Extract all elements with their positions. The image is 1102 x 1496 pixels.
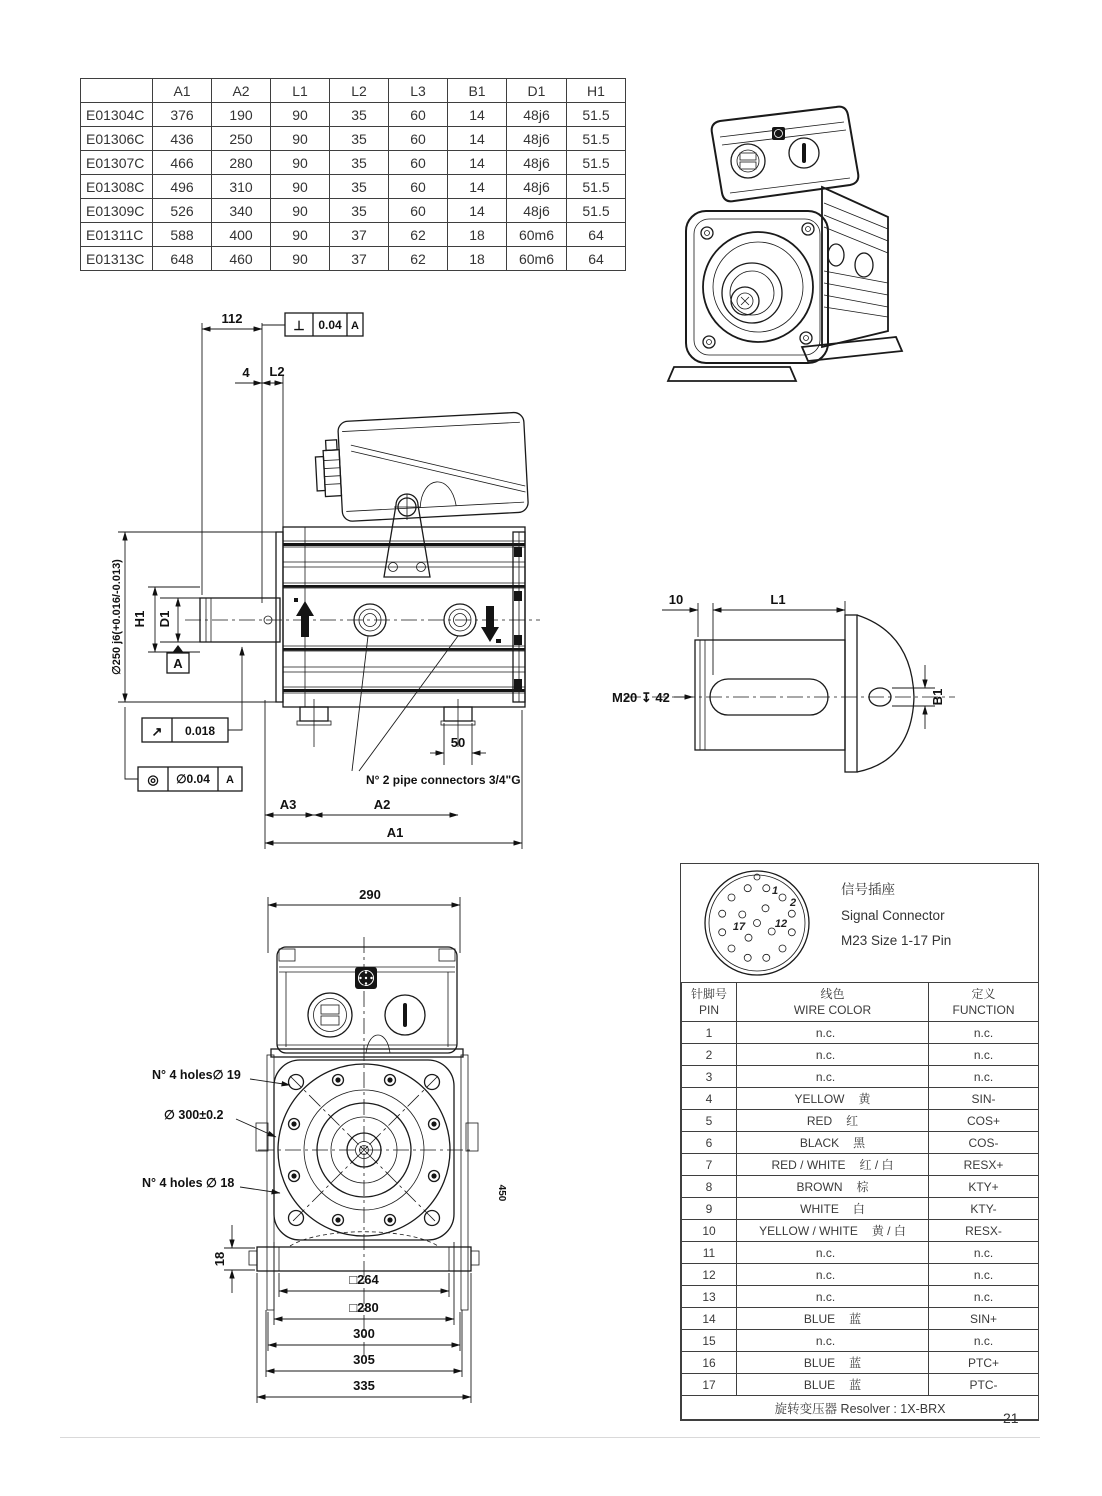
iso-shaft-boss <box>722 263 782 323</box>
value-cell: 48j6 <box>507 151 567 175</box>
value-cell: 60 <box>389 151 448 175</box>
svg-text:A: A <box>173 656 183 671</box>
svg-text:0.04: 0.04 <box>318 318 342 332</box>
value-cell: 14 <box>448 175 507 199</box>
value-cell: 310 <box>212 175 271 199</box>
pin-row: 7 RED / WHITE 红 / 白 RESX+ <box>682 1154 1039 1176</box>
datum-a-flag <box>167 645 189 673</box>
value-cell: 37 <box>330 247 389 271</box>
value-cell: 14 <box>448 103 507 127</box>
col-header: A2 <box>212 79 271 103</box>
iso-front-flange <box>686 211 828 363</box>
dim-112: 112 <box>221 311 243 326</box>
side-view-drawing <box>100 295 580 865</box>
concentricity-icon: ◎ <box>147 772 159 787</box>
thread-callout: M20 ↧ 42 <box>612 690 670 705</box>
pin-row: 15 n.c. n.c. <box>682 1330 1039 1352</box>
pin-row: 12 n.c. n.c. <box>682 1264 1039 1286</box>
dim-a1: A1 <box>386 825 404 840</box>
value-cell: 35 <box>330 127 389 151</box>
value-cell: 51.5 <box>567 151 626 175</box>
isometric-view-drawing <box>650 95 915 395</box>
dim-305: 305 <box>353 1352 375 1367</box>
pin-table-header-row <box>682 983 1039 1022</box>
value-cell: 526 <box>153 199 212 223</box>
value-cell: 60m6 <box>507 223 567 247</box>
terminal-box <box>314 412 529 523</box>
value-cell: 51.5 <box>567 175 626 199</box>
dim-d1: D1 <box>157 610 172 628</box>
table-row <box>81 151 626 175</box>
dim-l2: L2 <box>269 364 285 379</box>
value-cell: 340 <box>212 199 271 223</box>
value-cell: 60 <box>389 199 448 223</box>
value-cell: 48j6 <box>507 127 567 151</box>
value-cell: 90 <box>271 223 330 247</box>
holes-18-callout: N° 4 holes ∅ 18 <box>142 1176 235 1190</box>
runout-icon: ↗ <box>151 724 163 739</box>
terminal-box-front <box>271 947 463 1057</box>
dimension-lines <box>662 601 935 729</box>
page-footer-rule <box>60 1437 1040 1438</box>
col-header: D1 <box>507 79 567 103</box>
value-cell: 35 <box>330 199 389 223</box>
dim-b1: B1 <box>930 688 945 706</box>
shaft-body <box>695 640 845 750</box>
col-header-wire-color: 线色 WIRE COLOR <box>737 983 929 1022</box>
value-cell: 37 <box>330 223 389 247</box>
value-cell: 48j6 <box>507 103 567 127</box>
value-cell: 466 <box>153 151 212 175</box>
pin-row: 16 BLUE 蓝 PTC+ <box>682 1352 1039 1374</box>
value-cell: 90 <box>271 175 330 199</box>
cable-gland-front <box>308 993 352 1037</box>
iso-cable-gland <box>731 144 765 178</box>
dimension-table-header-row <box>81 79 626 103</box>
value-cell: 14 <box>448 199 507 223</box>
value-cell: 90 <box>271 151 330 175</box>
resolver-note: 旋转变压器 Resolver : 1X-BRX <box>682 1396 1039 1420</box>
value-cell: 14 <box>448 127 507 151</box>
col-header: H1 <box>567 79 626 103</box>
table-row <box>81 199 626 223</box>
dim-50: 50 <box>450 735 466 750</box>
connector-title-en: Signal Connector <box>841 908 945 923</box>
pin-label-12: 12 <box>774 918 788 930</box>
svg-text:A: A <box>351 320 359 332</box>
pin-row: 3 n.c. n.c. <box>682 1066 1039 1088</box>
value-cell: 648 <box>153 247 212 271</box>
pin-label-2: 2 <box>789 897 797 909</box>
value-cell: 496 <box>153 175 212 199</box>
connector-title-cn: 信号插座 <box>841 882 895 897</box>
col-header: A1 <box>153 79 212 103</box>
page-number: 21 <box>1003 1410 1019 1426</box>
dim-18: 18 <box>212 1251 227 1267</box>
holes-19-callout: N° 4 holes∅ 19 <box>152 1068 241 1082</box>
value-cell: 436 <box>153 127 212 151</box>
col-header-function: 定义 FUNCTION <box>929 983 1039 1022</box>
pipe-connectors-note: N° 2 pipe connectors 3/4"G <box>366 773 521 787</box>
pin-row: 14 BLUE 蓝 SIN+ <box>682 1308 1039 1330</box>
value-cell: 90 <box>271 247 330 271</box>
pin-row: 10 YELLOW / WHITE 黄 / 白 RESX- <box>682 1220 1039 1242</box>
plug-cover-front <box>385 995 425 1035</box>
dim-sq264: □264 <box>349 1272 379 1287</box>
pin-row: 9 WHITE 白 KTY- <box>682 1198 1039 1220</box>
value-cell: 64 <box>567 247 626 271</box>
value-cell: 190 <box>212 103 271 127</box>
perpendicularity-frame <box>285 313 363 336</box>
table-row <box>81 247 626 271</box>
dim-300: 300 <box>353 1326 375 1341</box>
value-cell: 60 <box>389 103 448 127</box>
cable-gland <box>315 440 342 497</box>
pin-table-footer-row <box>682 1396 1039 1420</box>
pin-row: 17 BLUE 蓝 PTC- <box>682 1374 1039 1396</box>
col-header: B1 <box>448 79 507 103</box>
col-header: L2 <box>330 79 389 103</box>
pin-row: 13 n.c. n.c. <box>682 1286 1039 1308</box>
value-cell: 62 <box>389 247 448 271</box>
value-cell: 90 <box>271 127 330 151</box>
connector-titles <box>841 864 951 982</box>
dim-a2: A2 <box>373 797 391 812</box>
value-cell: 48j6 <box>507 175 567 199</box>
model-cell: E01313C <box>81 247 153 271</box>
front-view-drawing <box>140 875 515 1430</box>
value-cell: 18 <box>448 223 507 247</box>
connector-face-drawing <box>681 864 841 982</box>
eyebolt-bracket <box>384 494 430 577</box>
dim-290: 290 <box>359 887 381 902</box>
shaft-detail-drawing <box>610 575 970 790</box>
dim-10: 10 <box>668 592 684 607</box>
concentricity-frame <box>138 767 242 791</box>
svg-text:0.018: 0.018 <box>184 724 216 738</box>
table-row <box>81 127 626 151</box>
col-header <box>81 79 153 103</box>
value-cell: 460 <box>212 247 271 271</box>
dim-l1: L1 <box>770 592 786 607</box>
value-cell: 60 <box>389 127 448 151</box>
signal-connector-panel <box>680 863 1039 1421</box>
value-cell: 48j6 <box>507 199 567 223</box>
value-cell: 90 <box>271 103 330 127</box>
value-cell: 400 <box>212 223 271 247</box>
dimension-labels <box>111 311 521 840</box>
pin-row: 5 RED 红 COS+ <box>682 1110 1039 1132</box>
value-cell: 376 <box>153 103 212 127</box>
dim-sq280: □280 <box>349 1300 379 1315</box>
value-cell: 90 <box>271 199 330 223</box>
value-cell: 18 <box>448 247 507 271</box>
model-cell: E01306C <box>81 127 153 151</box>
pin-row: 4 YELLOW 黄 SIN- <box>682 1088 1039 1110</box>
pin-table <box>681 982 1039 1420</box>
pin-row: 1 n.c. n.c. <box>682 1022 1039 1044</box>
col-header-pin: 针脚号 PIN <box>682 983 737 1022</box>
col-header: L3 <box>389 79 448 103</box>
dim-a3: A3 <box>279 797 297 812</box>
value-cell: 60m6 <box>507 247 567 271</box>
connector-header <box>681 864 1038 982</box>
iso-signal-connector <box>772 127 785 140</box>
col-header: L1 <box>271 79 330 103</box>
iso-motor-body <box>822 187 888 347</box>
value-cell: 51.5 <box>567 103 626 127</box>
connector-subtitle: M23 Size 1-17 Pin <box>841 933 952 948</box>
value-cell: 51.5 <box>567 127 626 151</box>
dimension-table <box>80 78 626 271</box>
value-cell: 280 <box>212 151 271 175</box>
dim-h1: H1 <box>132 610 147 628</box>
model-cell: E01307C <box>81 151 153 175</box>
model-cell: E01304C <box>81 103 153 127</box>
pin-label-17: 17 <box>732 921 746 933</box>
dim-450: 450 <box>496 1184 507 1202</box>
tolerance-frames <box>138 313 363 791</box>
value-cell: 14 <box>448 151 507 175</box>
pin-row: 6 BLACK 黑 COS- <box>682 1132 1039 1154</box>
value-cell: 60 <box>389 175 448 199</box>
flange-front <box>256 937 478 1355</box>
iso-pipe-connector <box>855 253 873 277</box>
value-cell: 250 <box>212 127 271 151</box>
value-cell: 588 <box>153 223 212 247</box>
dim-335: 335 <box>353 1378 375 1393</box>
svg-text:∅0.04: ∅0.04 <box>176 772 210 786</box>
model-cell: E01311C <box>81 223 153 247</box>
runout-frame <box>142 718 228 742</box>
iso-terminal-box <box>712 107 859 202</box>
table-row <box>81 223 626 247</box>
value-cell: 62 <box>389 223 448 247</box>
table-row <box>81 103 626 127</box>
coolant-out-arrow <box>481 606 501 643</box>
perpendicularity-icon: ⊥ <box>293 318 305 333</box>
pin-label-1: 1 <box>771 885 779 897</box>
coolant-in-arrow <box>294 598 314 637</box>
dia-300-callout: ∅ 300±0.2 <box>164 1108 224 1122</box>
table-row <box>81 175 626 199</box>
dimension-labels <box>142 887 507 1393</box>
value-cell: 64 <box>567 223 626 247</box>
bearing-shield <box>845 615 914 772</box>
feet <box>297 699 475 747</box>
value-cell: 35 <box>330 151 389 175</box>
pin-row: 11 n.c. n.c. <box>682 1242 1039 1264</box>
value-cell: 35 <box>330 175 389 199</box>
value-cell: 51.5 <box>567 199 626 223</box>
pin-row: 2 n.c. n.c. <box>682 1044 1039 1066</box>
iso-pipe-connector <box>828 244 844 266</box>
dim-4: 4 <box>242 365 250 380</box>
svg-text:A: A <box>226 774 234 786</box>
pin-row: 8 BROWN 棕 KTY+ <box>682 1176 1039 1198</box>
dim-dia250: ∅250 j6(+0.016/-0.013) <box>111 559 123 675</box>
value-cell: 35 <box>330 103 389 127</box>
model-cell: E01309C <box>81 199 153 223</box>
model-cell: E01308C <box>81 175 153 199</box>
